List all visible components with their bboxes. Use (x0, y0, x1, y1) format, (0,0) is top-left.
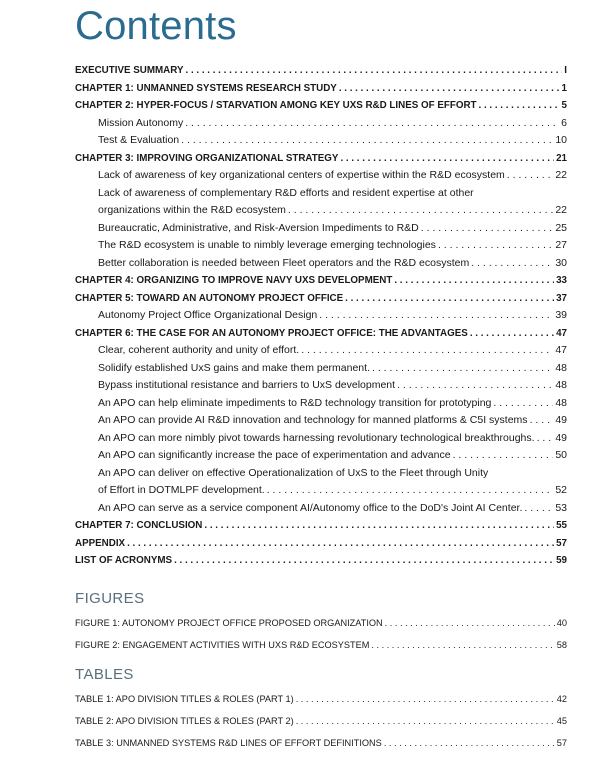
leader-dots (296, 688, 555, 710)
leader-dots (397, 377, 553, 395)
tables-heading: TABLES (75, 666, 134, 683)
toc-entry-page: 30 (555, 256, 567, 269)
leader-dots (181, 132, 553, 150)
table-entry-label: TABLE 2: APO DIVISION TITLES & ROLES (PART 2) (75, 716, 294, 726)
toc-entry-page: 6 (561, 116, 567, 129)
toc-entry-label: An APO can significantly increase the pace of experimentation and advance (98, 449, 451, 461)
leader-dots (507, 167, 554, 185)
toc-entry-label: Better collaboration is needed between Fleet operators and the R&D ecosystem (98, 256, 470, 269)
toc-entry-label: CHAPTER 1: UNMANNED SYSTEMS RESEARCH STUDY (75, 82, 337, 94)
toc-entry-page: 48 (555, 379, 567, 391)
toc-entry[interactable] (75, 150, 567, 168)
toc-entry[interactable] (75, 482, 567, 500)
leader-dots (524, 500, 553, 518)
toc-entry-label: Bureaucratic, Administrative, and Risk-Aversion Impediments to R&D (98, 221, 419, 234)
toc-entry-page: 49 (555, 414, 567, 426)
toc-entry[interactable] (75, 430, 567, 448)
leader-dots (127, 535, 554, 553)
toc-entry[interactable] (75, 167, 567, 185)
leader-dots (372, 360, 553, 378)
toc-entry-first-line[interactable]: An APO can deliver on effective Operationalization of UxS to the Fleet through Unity (98, 466, 489, 479)
toc-entry-page: 59 (556, 555, 567, 566)
toc-entry[interactable] (75, 80, 567, 98)
toc-entry[interactable] (75, 307, 567, 325)
leader-dots (479, 97, 560, 115)
leader-dots (384, 732, 555, 754)
toc-entry-page: 27 (555, 239, 567, 251)
toc-entry[interactable] (75, 202, 567, 220)
leader-dots (340, 150, 554, 168)
toc-entry-label: Test & Evaluation (98, 134, 180, 146)
figure-entry[interactable] (75, 634, 567, 656)
figure-entry[interactable] (75, 612, 567, 634)
toc-entry[interactable] (75, 500, 567, 518)
toc-entry-page: 10 (555, 134, 567, 146)
leader-dots (421, 220, 554, 238)
toc-entry-page: 57 (556, 537, 567, 549)
toc-entry-page: 25 (555, 221, 567, 234)
toc-entry[interactable] (75, 290, 567, 308)
table-entry[interactable] (75, 710, 567, 732)
toc-entry[interactable] (75, 115, 567, 133)
toc-entry-page: 5 (561, 100, 567, 111)
toc-entry-label: CHAPTER 7: CONCLUSION (75, 520, 203, 531)
toc-entry-first-line[interactable]: Lack of awareness of complementary R&D efforts and resident expertise at other (98, 186, 474, 199)
table-entry-label: TABLE 3: UNMANNED SYSTEMS R&D LINES OF EFFORT DEFINITIONS (75, 738, 382, 748)
toc-entry-label: CHAPTER 2: HYPER-FOCUS / STARVATION AMONG KEY UXS R&D LINES OF EFFORT (75, 100, 477, 111)
tables-list (75, 688, 567, 754)
table-entry-page: 57 (556, 738, 567, 748)
toc-entry-page: 48 (555, 361, 567, 374)
toc-entry-label: Mission Autonomy (98, 116, 184, 129)
leader-dots (296, 710, 555, 732)
toc-entry-label: CHAPTER 3: IMPROVING ORGANIZATIONAL STRATEGY (75, 152, 339, 164)
table-entry[interactable] (75, 732, 567, 754)
table-entry[interactable] (75, 688, 567, 710)
toc-entry[interactable] (75, 325, 567, 343)
toc-entry-page: 50 (555, 449, 567, 461)
page-title: Contents (75, 4, 237, 48)
toc-entry-page: 55 (556, 520, 567, 531)
toc-entry-page: 48 (555, 396, 567, 409)
toc-entry-page: 1 (561, 82, 567, 94)
table-entry-label: TABLE 1: APO DIVISION TITLES & ROLES (PART 1) (75, 694, 294, 704)
toc-entry-label: APPENDIX (75, 537, 126, 549)
leader-dots (371, 634, 554, 656)
toc-entry-page: I (564, 65, 567, 76)
toc-entry-label: CHAPTER 4: ORGANIZING TO IMPROVE NAVY UXS DEVELOPMENT (75, 275, 393, 286)
toc-entry[interactable] (75, 447, 567, 465)
toc-entry-label: of Effort in DOTMLPF development. (98, 484, 265, 496)
toc-entry-label: Autonomy Project Office Organizational Design (98, 309, 318, 321)
toc-entry-page: 37 (556, 292, 567, 304)
leader-dots (345, 290, 554, 308)
leader-dots (493, 395, 553, 413)
leader-dots (204, 517, 554, 535)
leader-dots (394, 272, 554, 290)
toc-entry-page: 39 (555, 309, 567, 321)
leader-dots (438, 237, 553, 255)
toc-entry[interactable] (75, 132, 567, 150)
table-entry-page: 45 (556, 716, 567, 726)
toc-entry-label: Bypass institutional resistance and barriers to UxS development (98, 379, 396, 391)
toc-entry-label: The R&D ecosystem is unable to nimbly leverage emerging technologies (98, 239, 436, 251)
toc-entry[interactable] (75, 412, 567, 430)
toc-entry[interactable] (75, 62, 567, 80)
leader-dots (288, 202, 553, 220)
leader-dots (453, 447, 554, 465)
toc-entry-page: 47 (556, 327, 567, 339)
figure-entry-label: FIGURE 2: ENGAGEMENT ACTIVITIES WITH UXS R&D ECOSYSTEM (75, 640, 370, 650)
leader-dots (470, 325, 554, 343)
toc-entry-label: EXECUTIVE SUMMARY (75, 65, 184, 76)
toc-entry-page: 22 (555, 169, 567, 181)
leader-dots (186, 62, 563, 80)
leader-dots (530, 412, 554, 430)
toc-entry-label: organizations within the R&D ecosystem (98, 204, 286, 216)
toc-entry-label: An APO can more nimbly pivot towards harnessing revolutionary technological breakthroughs. (98, 431, 535, 444)
toc-entry-label: CHAPTER 5: TOWARD AN AUTONOMY PROJECT OFFICE (75, 292, 344, 304)
leader-dots (339, 80, 560, 98)
toc-entry-label: Lack of awareness of key organizational centers of expertise within the R&D ecosystem (98, 169, 505, 181)
toc-entry-label: An APO can serve as a service component AI/Autonomy office to the DoD's Joint AI Center. (98, 501, 523, 514)
toc-entry-label: An APO can provide AI R&D innovation and technology for manned platforms & C5I systems (98, 414, 528, 426)
toc-entry-label: An APO can help eliminate impediments to R&D technology transition for prototyping (98, 396, 492, 409)
figures-heading: FIGURES (75, 590, 145, 607)
toc-entry[interactable] (75, 377, 567, 395)
leader-dots (537, 430, 554, 448)
toc-entry[interactable] (75, 395, 567, 413)
leader-dots (471, 255, 553, 273)
leader-dots (267, 482, 554, 500)
toc-entry[interactable] (75, 97, 567, 115)
toc-entry-label: Clear, coherent authority and unity of effort. (98, 344, 300, 356)
toc-entry-page: 53 (555, 501, 567, 514)
leader-dots (185, 115, 559, 133)
toc-entry[interactable] (75, 535, 567, 553)
toc-entry-page: 22 (555, 204, 567, 216)
toc-entry-label: LIST OF ACRONYMS (75, 555, 173, 566)
table-entry-page: 42 (556, 694, 567, 704)
toc-entry-page: 49 (555, 431, 567, 444)
toc-entry-page: 33 (556, 275, 567, 286)
toc-entry-label: Solidify established UxS gains and make them permanent. (98, 361, 370, 374)
figure-entry-label: FIGURE 1: AUTONOMY PROJECT OFFICE PROPOSED ORGANIZATION (75, 618, 383, 628)
figures-list (75, 612, 567, 656)
toc-entry-page: 52 (555, 484, 567, 496)
toc-entry[interactable] (75, 552, 567, 570)
figure-entry-page: 40 (556, 618, 567, 628)
toc-entry[interactable] (75, 272, 567, 290)
toc-entry[interactable] (75, 517, 567, 535)
leader-dots (301, 342, 553, 360)
toc-entry[interactable] (75, 255, 567, 273)
leader-dots (174, 552, 554, 570)
toc-entry[interactable] (75, 360, 567, 378)
toc-entry-page: 21 (556, 152, 567, 164)
toc-entry[interactable] (75, 220, 567, 238)
toc-entry[interactable] (75, 342, 567, 360)
table-of-contents (75, 62, 567, 570)
toc-entry-label: CHAPTER 6: THE CASE FOR AN AUTONOMY PROJECT OFFICE: THE ADVANTAGES (75, 327, 468, 339)
leader-dots (319, 307, 553, 325)
leader-dots (385, 612, 555, 634)
toc-entry[interactable] (75, 237, 567, 255)
figure-entry-page: 58 (556, 640, 567, 650)
toc-entry-page: 47 (555, 344, 567, 356)
